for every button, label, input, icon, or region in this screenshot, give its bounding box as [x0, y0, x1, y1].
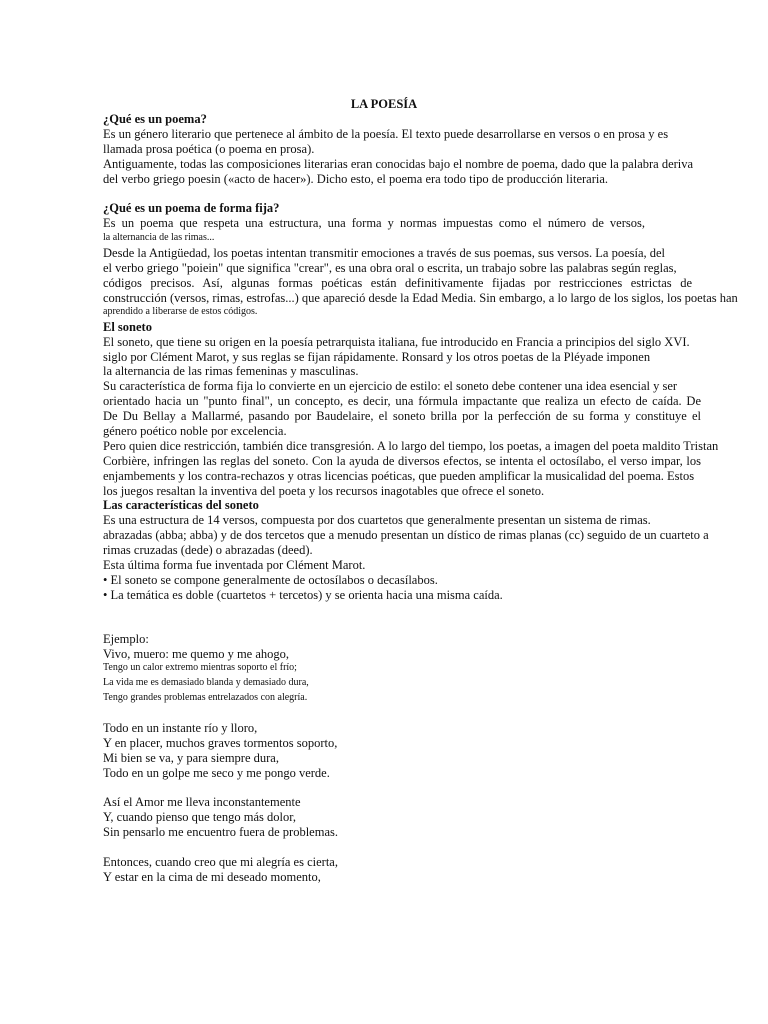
poem-verse-small: Tengo un calor extremo mientras soporto el frío;: [103, 662, 297, 673]
poem-verse: Y estar en la cima de mi deseado momento,: [103, 870, 321, 884]
paragraph-line: construcción (versos, rimas, estrofas...) que apareció desde la Edad Media. Sin embargo, a lo largo de los siglos, los poetas han: [103, 291, 738, 305]
paragraph-line: orientado hacia un "punto final", un concepto, es decir, una fórmula impactante que realiza un efecto de caída. De: [103, 394, 701, 408]
bullet-item: • El soneto se compone generalmente de octosílabos o decasílabos.: [103, 573, 438, 587]
bullet-item: • La temática es doble (cuartetos + tercetos) y se orienta hacia una misma caída.: [103, 588, 503, 602]
poem-verse-small: Tengo grandes problemas entrelazados con alegría.: [103, 692, 308, 703]
paragraph-line: Antiguamente, todas las composiciones literarias eran conocidas bajo el nombre de poema, dado que la palabra deriva: [103, 157, 694, 171]
poem-verse: Vivo, muero: me quemo y me ahogo,: [103, 647, 290, 661]
poem-verse: Y, cuando pienso que tengo más dolor,: [103, 810, 296, 824]
paragraph-line: llamada prosa poética (o poema en prosa).: [103, 142, 315, 156]
paragraph-line: códigos precisos. Así, algunas formas poéticas están definitivamente fijadas por restricciones estrictas de: [103, 276, 692, 290]
paragraph-line-small: la alternancia de las rimas...: [103, 232, 215, 243]
poem-verse: Todo en un instante río y lloro,: [103, 721, 258, 735]
paragraph-line: Pero quien dice restricción, también dice transgresión. A lo largo del tiempo, los poetas, a imagen del poeta maldito Tristan: [103, 439, 719, 453]
paragraph-line: abrazadas (abba; abba) y de dos tercetos que a menudo presentan un dístico de rimas planas (cc) seguido de un cuarteto a: [103, 528, 709, 542]
paragraph-line: Es una estructura de 14 versos, compuesta por dos cuartetos que generalmente presentan un sistema de rimas.: [103, 513, 651, 527]
paragraph-line: rimas cruzadas (dede) o abrazadas (deed).: [103, 543, 313, 557]
paragraph-line: el verbo griego "poiein" que significa "crear", es una obra oral o escrita, un trabajo sobre las palabras según reglas,: [103, 261, 677, 275]
paragraph-line: El soneto, que tiene su origen en la poesía petrarquista italiana, fue introducido en Francia a principios del siglo XVI.: [103, 335, 690, 349]
poem-verse: Todo en un golpe me seco y me pongo verde.: [103, 766, 330, 780]
paragraph-line: Es un género literario que pertenece al ámbito de la poesía. El texto puede desarrollarse en versos o en prosa y es: [103, 127, 669, 141]
poem-verse: Así el Amor me lleva inconstantemente: [103, 795, 301, 809]
paragraph-line: los juegos resaltan la inventiva del poeta y los recursos inagotables que ofrece el soneto.: [103, 484, 545, 498]
poem-verse-small: La vida me es demasiado blanda y demasiado dura,: [103, 677, 309, 688]
paragraph-line: Corbière, infringen las reglas del soneto. Con la ayuda de diversos efectos, se intenta el octosílabo, el verso impar, los: [103, 454, 701, 468]
poem-verse: Mi bien se va, y para siempre dura,: [103, 751, 279, 765]
paragraph-line: Su característica de forma fija lo convierte en un ejercicio de estilo: el soneto debe contener una idea esencial y ser: [103, 379, 678, 393]
document-title: LA POESÍA: [350, 97, 418, 111]
section-heading-forma-fija: ¿Qué es un poema de forma fija?: [103, 201, 280, 215]
paragraph-line: enjambements y los contra-rechazos y otras licencias poéticas, que pueden amplificar la musicalidad del poema. Estos: [103, 469, 695, 483]
paragraph-line-small: aprendido a liberarse de estos códigos.: [103, 306, 258, 317]
paragraph-line: del verbo griego poesin («acto de hacer»). Dicho esto, el poema era todo tipo de producción literaria.: [103, 172, 609, 186]
poem-verse: Entonces, cuando creo que mi alegría es cierta,: [103, 855, 338, 869]
paragraph-line: siglo por Clément Marot, y sus reglas se fijan rápidamente. Ronsard y los otros poetas de la Pléyade imponen: [103, 350, 651, 364]
paragraph-line: género poético noble por excelencia.: [103, 424, 287, 438]
paragraph-line: Desde la Antigüedad, los poetas intentan transmitir emociones a través de sus poemas, sus versos. La poesía, del: [103, 246, 666, 260]
poem-verse: Y en placer, muchos graves tormentos soporto,: [103, 736, 338, 750]
poem-verse: Sin pensarlo me encuentro fuera de problemas.: [103, 825, 338, 839]
section-heading-caracteristicas: Las características del soneto: [103, 498, 259, 512]
section-heading-el-soneto: El soneto: [103, 320, 152, 334]
paragraph-line: Esta última forma fue inventada por Clément Marot.: [103, 558, 366, 572]
paragraph-line: Es un poema que respeta una estructura, una forma y normas impuestas como el número de versos,: [103, 216, 645, 230]
paragraph-line: De Du Bellay a Mallarmé, pasando por Baudelaire, el soneto brilla por la perfección de su forma y constituye el: [103, 409, 701, 423]
section-heading-que-es-poema: ¿Qué es un poema?: [103, 112, 207, 126]
example-label: Ejemplo:: [103, 632, 149, 646]
paragraph-line: la alternancia de las rimas femeninas y masculinas.: [103, 364, 359, 378]
